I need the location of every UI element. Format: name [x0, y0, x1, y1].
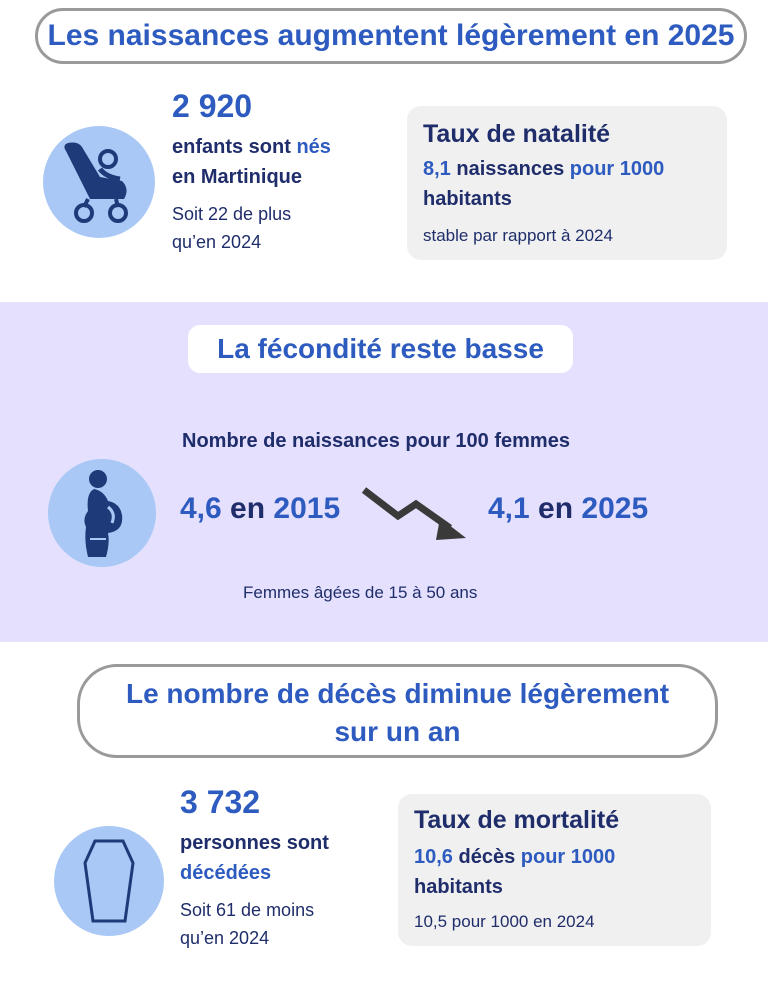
death-rate-unit: décès: [452, 846, 521, 868]
death-rate-note: 10,5 pour 1000 en 2024: [414, 912, 595, 931]
birth-rate-value: [423, 154, 664, 214]
coffin-icon: [54, 826, 164, 936]
death-rate-inhabitants: habitants: [414, 876, 503, 898]
death-rate-value: [414, 842, 615, 902]
death-rate-card: [398, 794, 711, 946]
death-rate-number: 10,6: [414, 846, 453, 868]
birth-rate-number: 8,1: [423, 158, 451, 180]
fertility-section-title: La fécondité reste basse: [188, 325, 573, 373]
deaths-count: 3 732: [180, 784, 261, 820]
fertility-sep-2015: en: [221, 492, 274, 525]
births-diff-line2: qu’en 2024: [172, 232, 262, 252]
deaths-title-line2: sur un an: [334, 716, 461, 747]
pregnant-woman-icon: [48, 459, 156, 567]
birth-rate-per: pour 1000: [569, 158, 665, 180]
deaths-diff-line2: qu’en 2024: [180, 928, 270, 948]
births-diff: [172, 200, 291, 256]
trend-down-arrow-icon: [358, 482, 473, 547]
fertility-2025: [488, 492, 648, 526]
death-rate-title: Taux de mortalité: [414, 806, 620, 834]
deaths-title-line1: Le nombre de décès diminue légèrement: [125, 678, 670, 709]
deaths-label-highlight: décédées: [180, 862, 272, 884]
deaths-diff-line1: Soit 61 de moins: [180, 900, 315, 920]
births-label: [172, 132, 331, 192]
births-count: 2 920: [172, 88, 253, 124]
fertility-value-2025: 4,1: [488, 492, 530, 525]
fertility-2015: [180, 492, 340, 526]
birth-rate-title: Taux de natalité: [423, 120, 611, 148]
fertility-value-2015: 4,6: [180, 492, 222, 525]
fertility-measure: Nombre de naissances pour 100 femmes: [182, 430, 570, 452]
birth-rate-inhabitants: habitants: [423, 188, 512, 210]
deaths-label-text: personnes sont: [180, 832, 329, 854]
stroller-icon: [43, 126, 155, 238]
death-rate-per: pour 1000: [520, 846, 616, 868]
fertility-year-2015: 2015: [273, 492, 341, 525]
fertility-note: Femmes âgées de 15 à 50 ans: [243, 583, 478, 602]
fertility-year-2025: 2025: [581, 492, 649, 525]
deaths-label: [180, 828, 329, 888]
births-label-text: enfants sont: [172, 136, 297, 158]
births-section-title: Les naissances augmentent légèrement en 2025: [35, 8, 747, 64]
deaths-section-title: [77, 664, 718, 758]
birth-rate-card: [407, 106, 727, 260]
births-label-highlight: nés: [296, 136, 331, 158]
fertility-sep-2025: en: [529, 492, 582, 525]
birth-rate-unit: naissances: [450, 158, 570, 180]
deaths-diff: [180, 896, 314, 952]
births-diff-line1: Soit 22 de plus: [172, 204, 292, 224]
birth-rate-note: stable par rapport à 2024: [423, 226, 613, 245]
births-label-place: en Martinique: [172, 166, 303, 188]
